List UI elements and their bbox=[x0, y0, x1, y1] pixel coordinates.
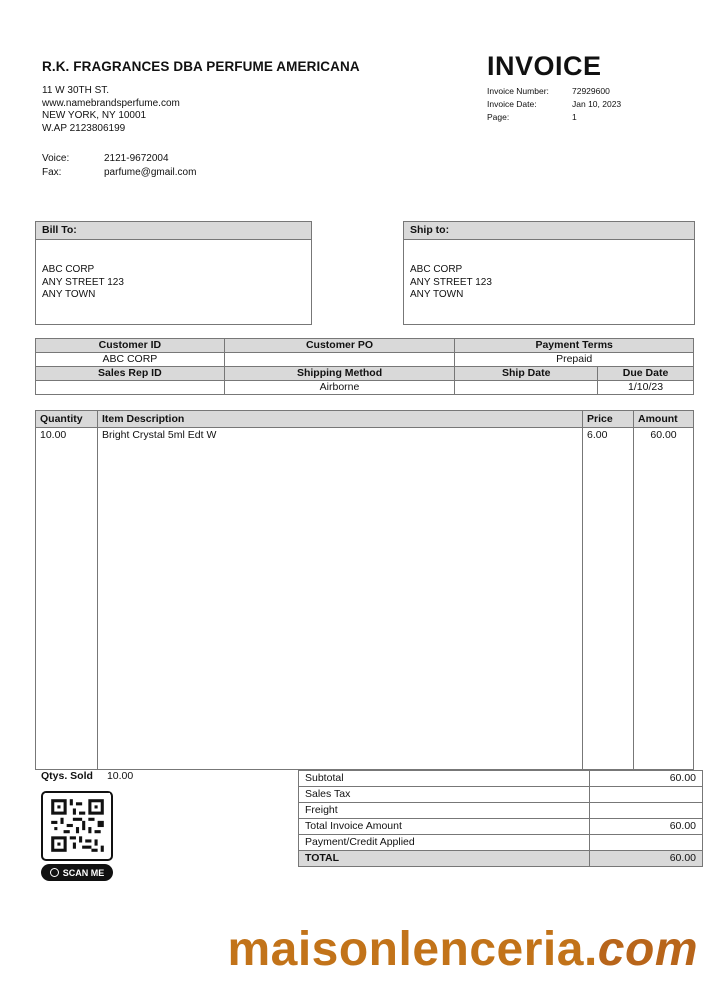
scan-icon bbox=[50, 868, 59, 877]
ship-to-line: ANY STREET 123 bbox=[410, 276, 492, 288]
bill-to-label: Bill To: bbox=[36, 222, 311, 240]
bill-to-line: ANY TOWN bbox=[42, 289, 96, 300]
subtotal-value: 60.00 bbox=[590, 771, 703, 787]
customer-po-header: Customer PO bbox=[224, 339, 455, 353]
website-link[interactable]: www.namebrandsperfume.com bbox=[42, 97, 180, 109]
invoice-number: 72929600 bbox=[572, 86, 610, 96]
invoice-date: Jan 10, 2023 bbox=[572, 99, 622, 109]
address-line: NEW YORK, NY 10001 bbox=[42, 110, 147, 121]
qtys-sold-value: 10.00 bbox=[106, 770, 134, 782]
qtys-sold bbox=[41, 770, 133, 782]
customer-id-header: Customer ID bbox=[36, 339, 225, 353]
sales-tax-label: Sales Tax bbox=[299, 787, 590, 803]
bill-to-line: ABC CORP bbox=[42, 264, 95, 275]
payment-applied-label: Payment/Credit Applied bbox=[299, 835, 590, 851]
qr-code-icon bbox=[44, 793, 111, 858]
sales-tax-value bbox=[590, 787, 703, 803]
sales-rep bbox=[36, 381, 225, 395]
item-price: 6.00 bbox=[583, 428, 634, 443]
due-date-header: Due Date bbox=[598, 367, 694, 381]
invoice-meta bbox=[487, 85, 621, 124]
line-items-table bbox=[35, 410, 694, 770]
sales-rep-header: Sales Rep ID bbox=[36, 367, 225, 381]
page-number: 1 bbox=[572, 112, 577, 122]
scan-me-label: SCAN ME bbox=[62, 867, 105, 878]
address-line: 11 W 30TH ST. bbox=[42, 85, 110, 96]
totals-table bbox=[298, 770, 703, 867]
company-name: R.K. FRAGRANCES DBA PERFUME AMERICANA bbox=[42, 59, 360, 74]
ship-date-header: Ship Date bbox=[455, 367, 598, 381]
watermark-suffix: com bbox=[597, 923, 698, 976]
qr-code[interactable] bbox=[41, 791, 113, 861]
bill-to-box bbox=[35, 221, 312, 325]
freight-value bbox=[590, 803, 703, 819]
fax-label: Fax: bbox=[42, 166, 62, 178]
amount-header: Amount bbox=[634, 411, 694, 428]
shipping-method-header: Shipping Method bbox=[224, 367, 455, 381]
invoice-number-label: Invoice Number: bbox=[487, 86, 549, 96]
bill-to-line: ANY STREET 123 bbox=[42, 276, 124, 288]
company-address bbox=[42, 85, 180, 135]
item-amount: 60.00 bbox=[634, 428, 694, 443]
payment-applied-value bbox=[590, 835, 703, 851]
item-description: Bright Crystal 5ml Edt W bbox=[98, 428, 583, 443]
item-quantity: 10.00 bbox=[36, 428, 98, 443]
scan-me-badge[interactable] bbox=[41, 864, 113, 881]
payment-terms: Prepaid bbox=[455, 353, 694, 367]
address-line: W.AP 2123806199 bbox=[42, 122, 126, 134]
description-header: Item Description bbox=[98, 411, 583, 428]
total-label: TOTAL bbox=[299, 851, 590, 867]
payment-terms-header: Payment Terms bbox=[455, 339, 694, 353]
freight-label: Freight bbox=[299, 803, 590, 819]
total-invoice-label: Total Invoice Amount bbox=[299, 819, 590, 835]
fax-value: parfume@gmail.com bbox=[104, 166, 197, 178]
invoice-title: INVOICE bbox=[487, 51, 602, 81]
quantity-header: Quantity bbox=[36, 411, 98, 428]
subtotal-label: Subtotal bbox=[299, 771, 590, 787]
customer-id: ABC CORP bbox=[36, 353, 225, 367]
page-label: Page: bbox=[487, 112, 510, 122]
ship-to-line: ABC CORP bbox=[410, 264, 463, 275]
total-invoice-value: 60.00 bbox=[590, 819, 703, 835]
price-header: Price bbox=[583, 411, 634, 428]
qtys-sold-label: Qtys. Sold bbox=[41, 770, 93, 782]
company-contact bbox=[42, 152, 196, 179]
watermark-main: maisonlenceria. bbox=[227, 923, 598, 976]
invoice-date-label: Invoice Date: bbox=[487, 99, 537, 109]
due-date: 1/10/23 bbox=[598, 381, 694, 395]
shipping-method: Airborne bbox=[224, 381, 455, 395]
order-info-table bbox=[35, 338, 694, 395]
ship-to-line: ANY TOWN bbox=[410, 289, 464, 300]
ship-date bbox=[455, 381, 598, 395]
total-value: 60.00 bbox=[590, 851, 703, 867]
ship-to-label: Ship to: bbox=[404, 222, 694, 240]
customer-po bbox=[224, 353, 455, 367]
table-row bbox=[36, 428, 694, 443]
ship-to-box bbox=[403, 221, 695, 325]
watermark bbox=[227, 922, 698, 977]
voice-label: Voice: bbox=[42, 153, 70, 164]
table-filler bbox=[36, 442, 694, 770]
voice-value: 2121-9672004 bbox=[104, 153, 169, 164]
